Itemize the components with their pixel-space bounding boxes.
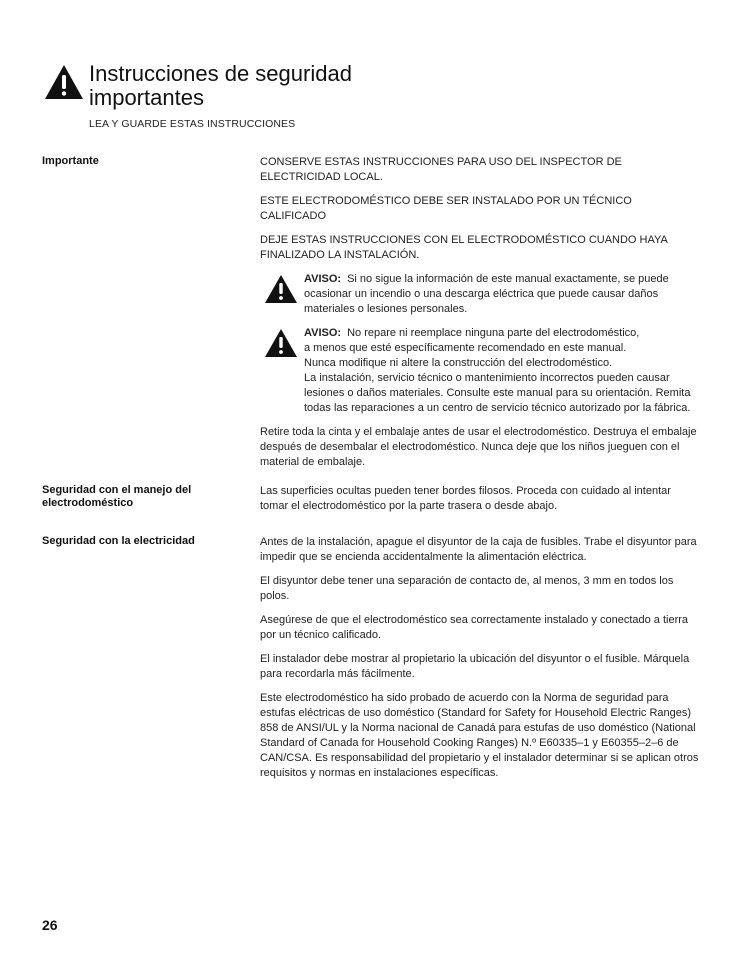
section-label: Importante (42, 155, 99, 167)
page-number: 26 (42, 917, 58, 933)
paragraph: Antes de la instalación, apague el disyuntor de la caja de fusibles. Trabe el disyuntor para impedir que se encienda accidentalmente la alimentación eléctrica. (260, 536, 697, 563)
section-label: Seguridad con el manejo del electrodoméstico (42, 484, 192, 509)
section-label: Seguridad con la electricidad (42, 535, 195, 547)
warning-label: AVISO: (304, 273, 342, 285)
paragraph: DEJE ESTAS INSTRUCCIONES CON EL ELECTRODOMÉSTICO CUANDO HAYA FINALIZADO LA INSTALACIÓN. (260, 234, 668, 261)
section-body (260, 155, 700, 479)
warning-triangle-icon (44, 64, 84, 100)
section-body (260, 535, 700, 790)
paragraph: El instalador debe mostrar al propietario la ubicación del disyuntor o el fusible. Márquela para recordarla más fácilmente. (260, 653, 690, 680)
paragraph: Asegúrese de que el electrodoméstico sea correctamente instalado y conectado a tierra por un técnico calificado. (260, 614, 689, 641)
warning-triangle-icon (264, 328, 298, 358)
warning-block (260, 326, 700, 416)
paragraph: Este electrodoméstico ha sido probado de acuerdo con la Norma de seguridad para estufas eléctricas de uso doméstico (Standard for Safety for Household Electric Ranges) 858 de ANSI/UL y la Norma nacional de Canadá para estufas de uso doméstico (National Standard of Canada for Household Cooking Ranges) N.º E60335–1 y E60355–2–6 de CAN/CSA. Es responsabilidad del propietario y el instalador determinar si se aplican otros requisitos y normas en instalaciones específicas. (260, 692, 699, 779)
warning-triangle-icon (264, 274, 298, 304)
section-body (260, 484, 700, 523)
warning-text: AVISO: Si no sigue la información de este manual exactamente, se puede ocasionar un incendio o una descarga eléctrica que puede causar daños materiales o lesiones personales. (304, 273, 669, 315)
paragraph: Retire toda la cinta y el embalaje antes de usar el electrodoméstico. Destruya el embalaje después de desembalar el electrodoméstico. Nunca deje que los niños jueguen con el material de embalaje. (260, 426, 697, 468)
page-title: Instrucciones de seguridad importantes (89, 61, 352, 110)
page-subtitle: LEA Y GUARDE ESTAS INSTRUCCIONES (89, 118, 296, 130)
paragraph: ESTE ELECTRODOMÉSTICO DEBE SER INSTALADO POR UN TÉCNICO CALIFICADO (260, 195, 632, 222)
paragraph: El disyuntor debe tener una separación de contacto de, al menos, 3 mm en todos los polos. (260, 575, 674, 602)
warning-block (260, 272, 700, 317)
warning-label: AVISO: (304, 327, 342, 339)
warning-text: AVISO: No repare ni reemplace ninguna parte del electrodoméstico, a menos que esté específicamente recomendado en este manual. Nunca modifique ni altere la construcción del electrodoméstico. La instalación, servicio técnico o mantenimiento incorrectos pueden causar lesiones o daños materiales. Consulte este manual para su orientación. Remita todas las reparaciones a un centro de servicio técnico autorizado por la fábrica. (304, 327, 691, 414)
paragraph: CONSERVE ESTAS INSTRUCCIONES PARA USO DEL INSPECTOR DE ELECTRICIDAD LOCAL. (260, 156, 622, 183)
paragraph: Las superficies ocultas pueden tener bordes filosos. Proceda con cuidado al intentar tomar el electrodoméstico por la parte trasera o desde abajo. (260, 485, 671, 512)
